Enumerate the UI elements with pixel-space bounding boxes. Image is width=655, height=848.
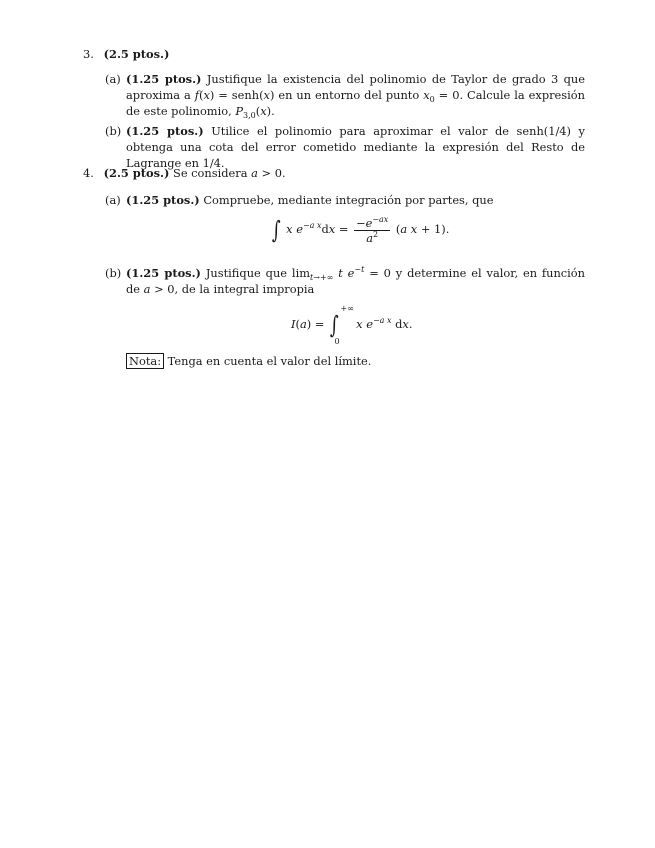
question-4-part-b: [105, 266, 585, 298]
note-text: Tenga en cuenta el valor del límite.: [167, 354, 372, 368]
part-text: , de la integral impropia: [174, 281, 315, 296]
part-text: Utilice el polinomio para aproximar el valor de senh(1/4) y obtenga una cota del error cometido mediante la expresión del Resto de Lagrange en 1/4.: [126, 124, 585, 170]
question-3: [83, 47, 585, 61]
part-points: (1.25 ptos.): [126, 193, 200, 207]
math-limit: $\lim_{t\to+\infty} t$ $e^{-t} = 0$: [291, 265, 391, 282]
note-label: Nota:: [126, 353, 164, 369]
question-4-part-a: [105, 193, 585, 209]
math-condition: a > 0: [143, 281, 175, 296]
question-3-part-b: [105, 124, 585, 171]
part-label: (a): [105, 193, 121, 207]
question-number: 4.: [83, 166, 94, 180]
improper-integral: I(a) = ∫ +∞ 0 x $e^{-a x}$ dx.: [291, 304, 413, 346]
math-function: f(x) = senh(x): [194, 87, 275, 102]
part-text: Compruebe, mediante integración por partes, que: [203, 193, 494, 207]
part-label: (b): [105, 266, 122, 280]
part-text: y determine el valor, en función de: [126, 266, 586, 296]
part-points: (1.25 ptos.): [126, 266, 201, 280]
math-polynomial: $P_{3,0}(x)$.: [235, 103, 275, 120]
question-intro: Se considera: [173, 166, 248, 180]
math-point: $x_0 = 0$: [423, 87, 460, 104]
part-label: (b): [105, 124, 122, 138]
part-points: (1.25 ptos.): [126, 72, 202, 86]
part-label: (a): [105, 72, 121, 86]
part-text: en un entorno del punto: [278, 87, 420, 102]
question-4: [83, 166, 585, 180]
math-condition: a > 0.: [251, 166, 286, 180]
part-text: . Calcule la expresión de este polinomio,: [126, 87, 585, 118]
integration-formula: ∫ x $e^{-a x}dx$ = $\frac{-e^{-ax}}{a^2}$ (a x + 1).: [271, 214, 450, 245]
question-3-part-a: [105, 72, 585, 119]
question-number: 3.: [83, 47, 94, 61]
part-text: Justifique la existencia del polinomio de Taylor de grado 3 que aproxima a: [126, 72, 585, 102]
question-points: (2.5 ptos.): [103, 47, 170, 61]
part-text: Justifique que: [205, 266, 288, 280]
note: [126, 354, 371, 368]
question-points: (2.5 ptos.): [103, 166, 170, 180]
part-points: (1.25 ptos.): [126, 124, 204, 138]
